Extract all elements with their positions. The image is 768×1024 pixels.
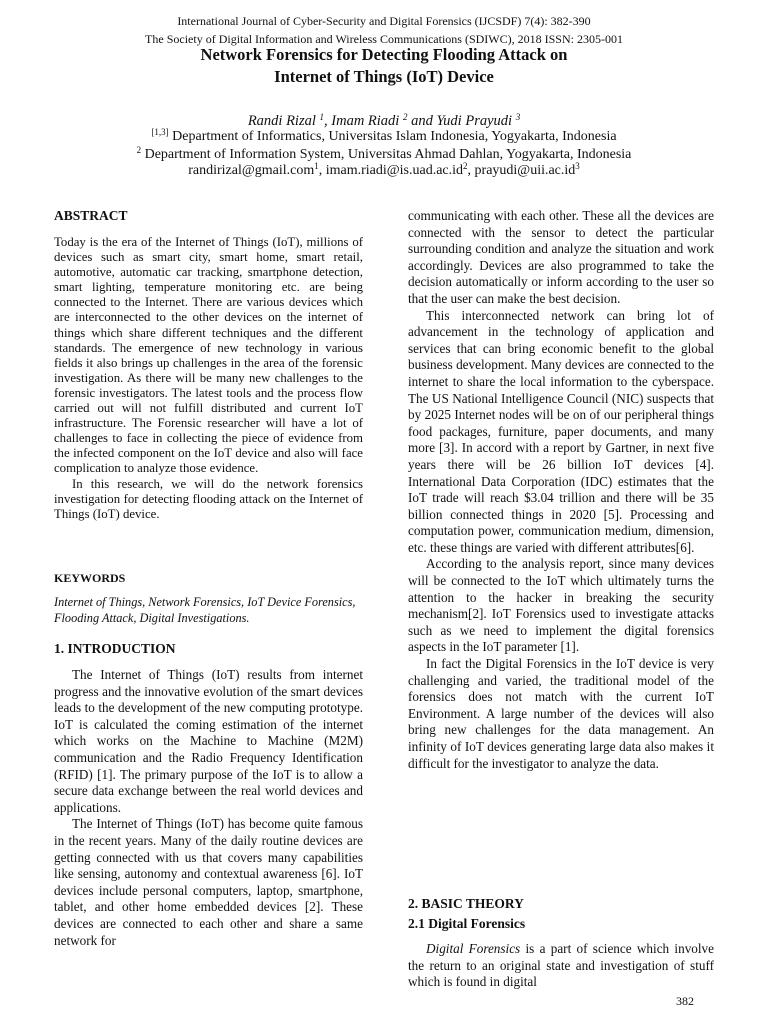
affiliation-sup: [1,3] xyxy=(151,127,169,137)
introduction-body-left xyxy=(54,667,363,949)
society-header-line: The Society of Digital Information and Wireless Communications (SDIWC), 2018 ISSN: 2305-001 xyxy=(145,32,623,46)
term-italic: Digital Forensics xyxy=(426,941,521,956)
intro-paragraph: The Internet of Things (IoT) results from internet progress and the innovative evolution of the smart devices leads to the development of the new computing prototype. IoT is calculated the coming estimation of the internet which works on the Machine to Machine (M2M) communication and the Radio Frequency Identification (RFID) [1]. The primary purpose of the IoT is to allow a secure data exchange between the real world devices and applications. xyxy=(54,667,363,815)
intro-paragraph: communicating with each other. These all the devices are connected with the sensor to detect the particular surrounding condition and analyze the situation and work accordingly. Devices are also programmed to take the decision automatically or inform according to the user so that the user can make the best decision. xyxy=(408,208,714,306)
abstract-paragraph: In this research, we will do the network forensics investigation for detecting flooding attack on the Internet of Things (IoT) device. xyxy=(54,476,363,521)
introduction-heading: 1. INTRODUCTION xyxy=(54,641,176,656)
affiliation-text: Department of Informatics, Universitas Islam Indonesia, Yogyakarta, Indonesia xyxy=(168,129,617,144)
affiliation-text: Department of Information System, Universitas Ahmad Dahlan, Yogyakarta, Indonesia xyxy=(141,147,632,162)
keywords-text: Internet of Things, Network Forensics, IoT Device Forensics, Flooding Attack, Digital Investigations. xyxy=(54,595,356,625)
basic-theory-heading: 2. BASIC THEORY xyxy=(408,896,524,911)
author-sup: 3 xyxy=(515,112,521,122)
email: , prayudi@uii.ac.id xyxy=(467,163,576,178)
journal-header-line: International Journal of Cyber-Security and Digital Forensics (IJCSDF) 7(4): 382-390 xyxy=(177,14,591,28)
author-list xyxy=(0,112,768,130)
paper-title-line-1: Network Forensics for Detecting Flooding Attack on xyxy=(200,45,568,64)
email: randirizal@gmail.com xyxy=(188,163,315,178)
author-name: Randi Rizal xyxy=(247,113,316,129)
intro-paragraph: This interconnected network can bring lot of advancement in the technology of application and services that can bring economic benefit to the global business development. Many devices are connected to the internet to share the local information to the cyberspace. The US National Intelligence Council (NIC) suspects that by 2025 Internet nodes will be on of our peripheral things food packages, furniture, paper documents, and many more [3]. In accord with a report by Gartner, in next five years there will be 26 billion IoT devices [4]. International Data Corporation (IDC) estimates that the IoT trade will reach $3.04 trillion and there will be 35 billion connected things in 2020 [5]. Processing and computation power, communication medium, dimension, etc. these things are varied with different attributes[6]. xyxy=(408,307,714,555)
affiliation-2 xyxy=(0,147,768,164)
affiliation-sup: 2 xyxy=(136,145,142,155)
abstract-heading: ABSTRACT xyxy=(54,208,128,223)
basic-theory-body xyxy=(408,941,714,991)
introduction-body-right xyxy=(408,208,714,772)
intro-paragraph: According to the analysis report, since many devices will be connected to the IoT which ultimately turns the attention to the hacker in breaking the security mechanism[2]. IoT Forensics used to investigate attacks such as we need to implement the digital forensics aspects in the IoT parameter [1]. xyxy=(408,556,714,655)
email-sup: 2 xyxy=(463,161,468,171)
paper-title-line-2: Internet of Things (IoT) Device xyxy=(274,67,494,86)
digital-forensics-subheading: 2.1 Digital Forensics xyxy=(408,916,526,931)
email-sup: 3 xyxy=(575,161,580,171)
abstract-paragraph: Today is the era of the Internet of Things (IoT), millions of devices such as smart city, smart home, smart retail, automotive, automatic car tracking, smartphone detection, smart lighting, temperature monitoring etc. are being connected to the Internet. There are various devices which are interconnected to the other devices on the internet of things which share different techniques and the different standards. The emergence of new technology in various fields it also brings up challenges in the area of the forensic investigation. As there will be many new challenges to the forensic investigators. The latest tools and the process flow carried out will not fulfill distributed and current IoT infrastructure. The Forensic researcher will have a lot of challenges to face in collecting the piece of evidence from the infected component on the IoT device and also will face complication to analyze those evidence. xyxy=(54,235,363,476)
author-name: , Imam Riadi xyxy=(324,113,400,129)
author-sup: 2 xyxy=(402,112,408,122)
author-sup: 1 xyxy=(319,112,325,122)
abstract-body xyxy=(54,235,363,522)
paragraph-text: is a part of science which involve the return to an original state and investigation of stuff which is found in digital xyxy=(408,941,714,990)
author-name: and Yudi Prayudi xyxy=(407,113,513,129)
keywords-heading: KEYWORDS xyxy=(54,571,126,585)
affiliation-1 xyxy=(0,129,768,146)
author-emails xyxy=(0,163,768,180)
intro-paragraph: The Internet of Things (IoT) has become quite famous in the recent years. Many of the daily routine devices are getting connected with us that covers many capabilities like sensing, autonomy and contextual awareness [6]. IoT devices include personal computers, laptop, smartphone, tablet, and other home embedded devices [2]. These devices are connected to each other and share a same network for xyxy=(54,816,363,948)
page-number: 382 xyxy=(676,994,694,1008)
intro-paragraph: In fact the Digital Forensics in the IoT device is very challenging and varied, the traditional model of the forensics does not match with the current IoT Environment. A large number of the devices will also bring new challenges for the data management. An infinity of IoT devices generating large data also makes it difficult for the investigator to analyze the data. xyxy=(408,656,714,771)
email-sup: 1 xyxy=(314,161,319,171)
basic-theory-paragraph xyxy=(408,941,714,991)
email: , imam.riadi@is.uad.ac.id xyxy=(318,163,464,178)
